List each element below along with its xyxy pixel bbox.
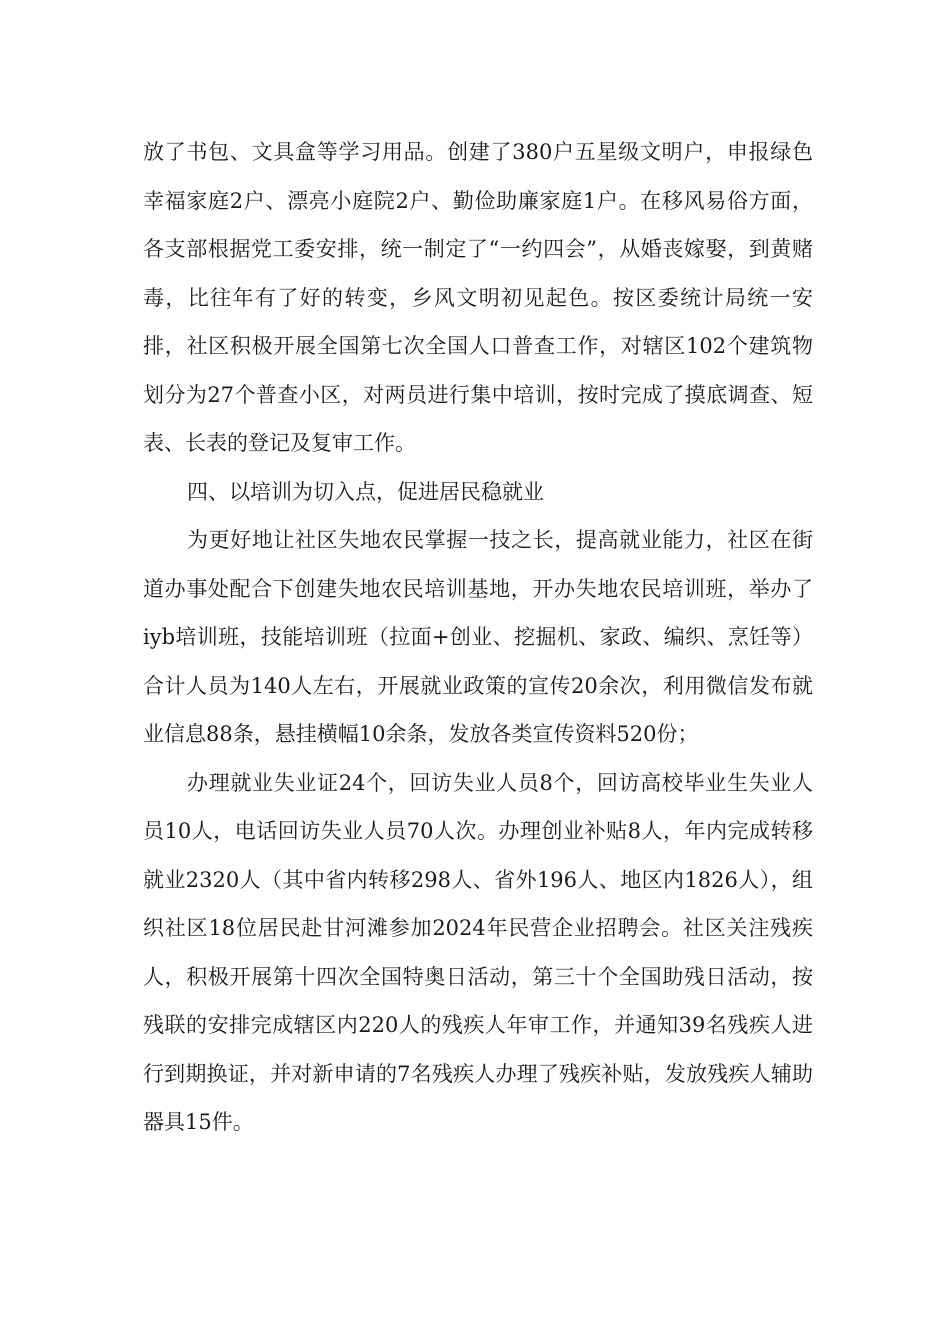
- paragraph-4: 办理就业失业证24个，回访失业人员8个，回访高校毕业生失业人员10人，电话回访失业人员70人次。办理创业补贴8人，年内完成转移就业2320人（其中省内转移298人、省外196人、地区内1826人），组织社区18位居民赴甘河滩参加2024年民营企业招聘会。社区关注残疾人，积极开展第十四次全国特奥日活动，第三十个全国助残日活动，按残联的安排完成辖区内220人的残疾人年审工作，并通知39名残疾人进行到期换证，并对新申请的7名残疾人办理了残疾补贴，发放残疾人辅助器具15件。: [143, 770, 813, 1134]
- document-body: [143, 128, 813, 1147]
- section-heading: 四、以培训为切入点，促进居民稳就业: [187, 479, 544, 504]
- paragraph-1: 放了书包、文具盒等学习用品。创建了380户五星级文明户，申报绿色幸福家庭2户、漂亮小庭院2户、勤俭助廉家庭1户。在移风易俗方面，各支部根据党工委安排，统一制定了“一约四会”，从婚丧嫁娶，到黄赌毒，比往年有了好的转变，乡风文明初见起色。按区委统计局统一安排，社区积极开展全国第七次全国人口普查工作，对辖区102个建筑物划分为27个普查小区，对两员进行集中培训，按时完成了摸底调查、短表、长表的登记及复审工作。: [143, 140, 813, 455]
- paragraph-3: 为更好地让社区失地农民掌握一技之长，提高就业能力，社区在街道办事处配合下创建失地农民培训基地，开办失地农民培训班，举办了iyb培训班，技能培训班（拉面+创业、挖掘机、家政、编织、烹饪等）合计人员为140人左右，开展就业政策的宣传20余次，利用微信发布就业信息88条，悬挂横幅10余条，发放各类宣传资料520份；: [143, 528, 813, 746]
